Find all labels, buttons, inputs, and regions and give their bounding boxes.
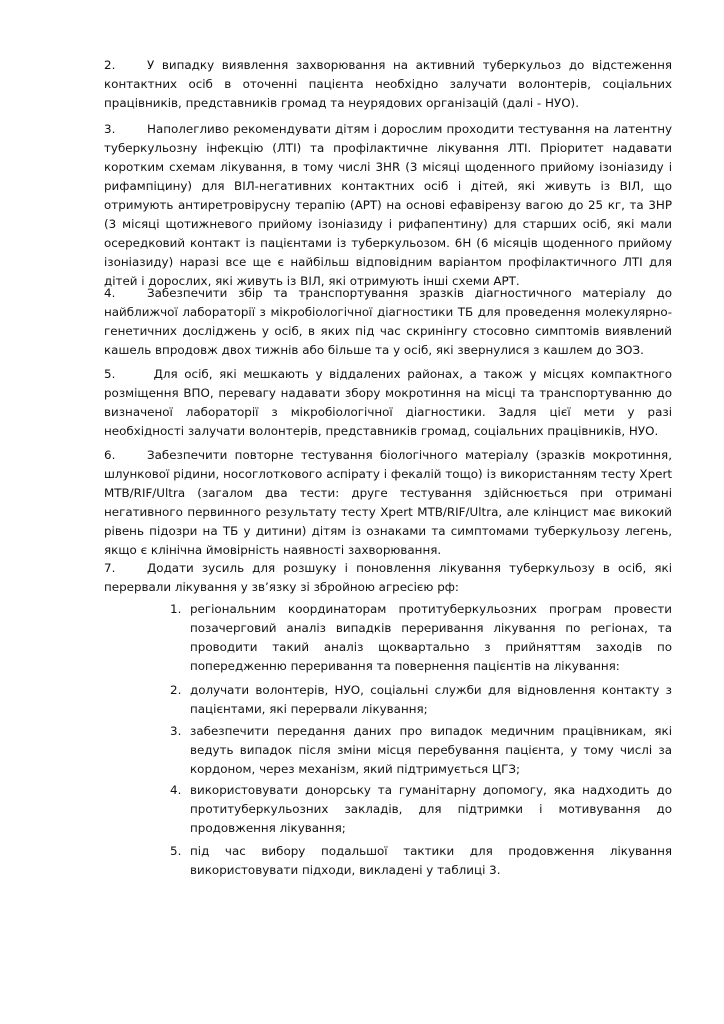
item-text-content: Наполегливо рекомендувати дітям і дорослим проходити тестування на латентну туберкульозну інфекцію (ЛТІ) та профілактичне лікування ЛТІ. Пріоритет надавати коротким схемам лікування, в тому числі 3HR (3 місяці щоденного прийому ізоніазиду і рифампіцину) для ВІЛ-негативних контактних осіб і дітей, які живуть із ВІЛ, що отримують антиретровірусну терапію (АРТ) на основі ефавірензу вагою до 25 кг, та 3HP (3 місяці щотижневого прийому ізоніазиду і рифапентину) для старших осіб, які мали осередковий контакт із пацієнтами із туберкульозом. 6H (6 місяців щоденного прийому ізоніазиду) наразі все ще є найбільш відповідним варіантом профілактичного ЛТІ для дітей і дорослих, які живуть із ВІЛ, які отримують інші схеми АРТ. xyxy=(104,122,672,288)
item-number: 7. xyxy=(104,561,116,575)
item-number: 2. xyxy=(104,58,116,72)
item-text xyxy=(104,446,672,560)
sub-list-item-5 xyxy=(170,842,672,880)
list-item-6 xyxy=(104,446,672,560)
item-text-content: Додати зусиль для розшуку і поновлення лікування туберкульозу в осіб, які перервали лікування у зв’язку зі збройною агресією рф: xyxy=(104,561,672,594)
item-text xyxy=(104,56,672,113)
item-text-content: У випадку виявлення захворювання на активний туберкульоз до відстеження контактних осіб в оточенні пацієнта необхідно залучати волонтерів, соціальних працівників, представників громад та неурядових організацій (далі - НУО). xyxy=(104,58,672,110)
sub-item-text: регіональним координаторам протитуберкульозних програм провести позачерговий аналіз випадків переривання лікування по регіонах, та проводити такий аналіз щоквартально з прийняттям заходів по попередженню переривання та повернення пацієнтів на лікування: xyxy=(190,602,672,673)
list-item-2 xyxy=(104,56,672,113)
sub-item-number: 2. xyxy=(170,683,182,697)
item-number: 3. xyxy=(104,122,116,136)
item-number: 4. xyxy=(104,286,116,300)
list-item-3 xyxy=(104,120,672,291)
list-item-4 xyxy=(104,284,672,360)
sub-item-text: долучати волонтерів, НУО, соціальні служби для відновлення контакту з пацієнтами, які перервали лікування; xyxy=(190,683,672,716)
item-text xyxy=(104,559,672,597)
sub-item-text: під час вибору подальшої тактики для продовження лікування використовувати підходи, викладені у таблиці 3. xyxy=(190,844,672,877)
sub-list-item-1 xyxy=(170,600,672,676)
list-item-5 xyxy=(104,365,672,441)
item-number: 5. xyxy=(104,367,116,381)
sub-item-number: 1. xyxy=(170,602,182,616)
sub-list-item-3 xyxy=(170,722,672,779)
item-text xyxy=(104,120,672,291)
item-text-content: Забезпечити збір та транспортування зразків діагностичного матеріалу до найближчої лабораторії з мікробіологічної діагностики ТБ для проведення молекулярно-генетичних досліджень у осіб, в яких під час скринінгу стосовно симптомів виявлений кашель впродовж двох тижнів або більше та у осіб, які звернулися з кашлем до ЗОЗ. xyxy=(104,286,672,357)
item-text-content: Для осіб, які мешкають у віддалених районах, а також у місцях компактного розміщення ВПО, перевагу надавати збору мокротиння на місці та транспортуванню до визначеної лабораторії з мікробіологічної діагностики. Задля цієї мети у разі необхідності залучати волонтерів, представників громад, соціальних працівників, НУО. xyxy=(104,367,672,438)
sub-list-item-2 xyxy=(170,681,672,719)
sub-item-number: 5. xyxy=(170,844,182,858)
list-item-7 xyxy=(104,559,672,597)
sub-item-number: 3. xyxy=(170,724,182,738)
sub-list-item-4 xyxy=(170,781,672,838)
item-text xyxy=(104,284,672,360)
item-text-content: Забезпечити повторне тестування біологічного матеріалу (зразків мокротиння, шлункової рідини, носоглоткового аспірату і фекалій тощо) із використанням тесту Xpert MTB/RIF/Ultra (загалом два тести: друге тестування здійснюється при отримані негативного первинного результату тесту Xpert MTB/RIF/Ultra, але клінцист має викокий рівень підозри на ТБ у дитини) дітям із ознаками та симптомами туберкульозу легень, якщо є клінічна ймовірність наявності захворювання. xyxy=(104,448,672,557)
item-number: 6. xyxy=(104,448,116,462)
sub-item-text: використовувати донорську та гуманітарну допомогу, яка надходить до протитуберкульозних закладів, для підтримки і мотивування до продовження лікування; xyxy=(190,783,672,835)
sub-item-number: 4. xyxy=(170,783,182,797)
item-text xyxy=(104,365,672,441)
sub-item-text: забезпечити передання даних про випадок медичним працівникам, які ведуть випадок після зміни місця перебування пацієнта, у тому числі за кордоном, через механізм, який підтримується ЦГЗ; xyxy=(190,724,672,776)
